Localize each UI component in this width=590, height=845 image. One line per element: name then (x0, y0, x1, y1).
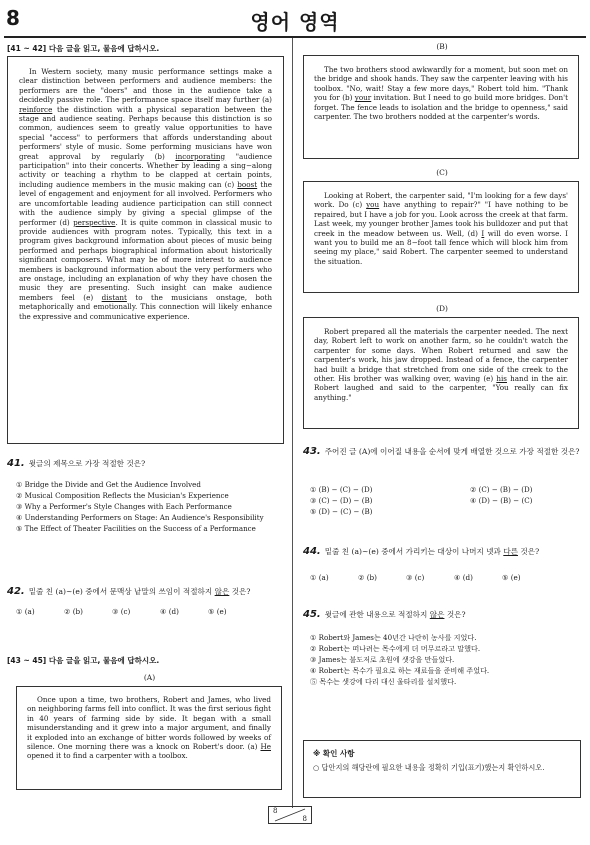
passage-box-41-42 (7, 56, 284, 444)
option-3[interactable]: ③ James는 불도저로 초원에 샛강을 만들었다. (310, 655, 455, 664)
underlined-word: you (366, 200, 380, 210)
option-3[interactable]: ③ (c) (406, 573, 425, 582)
option-1[interactable]: ① (B) − (C) − (D) (310, 485, 373, 494)
question-number: 44. (303, 546, 321, 557)
question-text: 밑줄 친 (a)~(e) 중에서 가리키는 대상이 나머지 넷과 (324, 547, 504, 556)
option-3[interactable]: ③ (c) (112, 607, 131, 616)
underlined-word: his (496, 374, 507, 384)
notice-text: ○ 답안지의 해당란에 필요한 내용을 정확히 기입(표기)했는지 확인하시오. (313, 763, 545, 772)
question-emphasis: 않은 (214, 587, 230, 596)
option-2[interactable]: ② Robert는 떠나려는 목수에게 더 머무르라고 말했다. (310, 644, 481, 653)
option-4[interactable]: ④ Understanding Performers on Stage: An Audience's Responsibility (16, 513, 264, 522)
section-heading-41-42: [41 ~ 42] 다음 글을 읽고, 물음에 답하시오. (7, 44, 160, 53)
question-number: 45. (303, 609, 321, 620)
options-45 (310, 632, 580, 687)
option-3[interactable]: ③ (C) − (D) − (B) (310, 496, 373, 505)
page-number: 8 (6, 6, 20, 30)
question-number: 42. (7, 586, 25, 597)
passage-text-A: Once upon a time, two brothers, Robert and James, who lived on neighboring farms fell into conflict. It was the first serious fight in 40 years of farming side by side. It began with a small misunderstanding and it grew into a major argument, and finally it exploded into an exchange of bitter words followed by weeks of silence. One morning there was a knock on Robert's door. (a) He opened it to find a carpenter with a toolbox. (27, 695, 271, 761)
option-4[interactable]: ④ (d) (160, 607, 179, 616)
underlined-word: perspective (73, 217, 116, 227)
underlined-word: distant (101, 292, 127, 302)
question-43 (303, 447, 581, 457)
option-2[interactable]: ② (C) − (B) − (D) (470, 485, 533, 494)
notice-box (303, 740, 581, 798)
question-emphasis: 다른 (503, 547, 518, 556)
label-A: (A) (143, 673, 156, 682)
label-C: (C) (436, 168, 448, 177)
question-text: 밑줄 친 (a)~(e) 중에서 문맥상 낱말의 쓰임이 적절하지 (28, 587, 215, 596)
question-42 (7, 587, 250, 597)
passage-text-B: The two brothers stood awkwardly for a moment, but soon met on the bridge and shook hands. They saw the carpenter leaving with his toolbox. "No, wait! Stay a few more days," Robert told him. "Thank you for (b) your invitation. But I need to go build more bridges. Don't forget. The fence leads to isolation and the bridge to openness," said carpenter. The two brothers nodded at the carpenter's words. (314, 65, 568, 122)
options-43 (310, 484, 590, 517)
option-1[interactable]: ① Robert와 James는 40년간 나란히 농사를 지었다. (310, 633, 477, 642)
underlined-word: incorporating (175, 151, 226, 161)
question-number: 43. (303, 446, 321, 457)
passage-box-A (16, 686, 282, 790)
underlined-word: your (354, 93, 372, 103)
options-41 (16, 479, 288, 534)
passage-box-C (303, 181, 579, 293)
option-1[interactable]: ① (a) (310, 573, 329, 582)
option-3[interactable]: ③ Why a Performer's Style Changes with Each Performance (16, 502, 232, 511)
option-5[interactable]: ⑤ (D) − (C) − (B) (310, 507, 373, 516)
options-44 (310, 573, 550, 582)
notice-title: ※ 확인 사항 (313, 749, 355, 758)
passage-text-C: Looking at Robert, the carpenter said, "I'm looking for a few days' work. Do (c) you have anything to repair?" "I have nothing to be repaired, but I have a job for you. Look across the creek at that farm. Last week, my younger brother James took his bulldozer and put that creek in the meadow between us. Well, (d) I will do even worse. I want you to build me an 8−foot tall fence which will block him from seeing my place," said Robert. The carpenter seemed to understand the situation. (314, 191, 568, 266)
page-current: 8 (273, 807, 278, 815)
option-2[interactable]: ② (b) (358, 573, 377, 582)
option-2[interactable]: ② (b) (64, 607, 83, 616)
column-divider (292, 38, 293, 808)
question-emphasis: 않은 (429, 610, 445, 619)
passage-box-D (303, 317, 579, 429)
option-5[interactable]: ⑤ (e) (208, 607, 227, 616)
passage-text: In Western society, many music performance settings make a clear distinction between performers and audience members: the performers are the "doers" and those in the audience take a decidedly passive role. The performance space itself may further (a) reinforce the distinction with a physical separation between the stage and audience seating. Perhaps because this distinction is so common, audiences seem to greatly value opportunities to have special "access" to performers that affords understanding about performers' style of music. Some performing musicians have won great approval by regularly (b) incorporating "audience participation" into their concerts. Whether by leading a sing−along activity or teaching a rhythm to be clapped at certain points, including audience members in the music making can (c) boost the level of engagement and enjoyment for all involved. Performers who are uncomfortable leading audience participation can still connect with the audience simply by giving a special glimpse of the performer (d) perspective. It is quite common in classical music to provide audiences with program notes. Typically, this text in a program gives background information about pieces of music being performed and perhaps biographical information about historically significant composers. What may be of more interest to audience members is background information about the very performers who are onstage, including an explanation of why they have chosen the music they are presenting. Such insight can make audience members feel (e) distant to the musicians onstage, both metaphorically and emotionally. This connection will likely enhance the expressive and communicative experience. (19, 67, 273, 321)
option-4[interactable]: ④ Robert는 목수가 필요로 하는 재료들을 준비해 주었다. (310, 666, 490, 675)
question-text: 윗글의 제목으로 가장 적절한 것은? (28, 459, 146, 468)
underlined-word: reinforce (19, 104, 53, 114)
passage-box-B (303, 55, 579, 159)
question-text-end: 것은? (517, 547, 540, 556)
question-number: 41. (7, 458, 25, 469)
question-41 (7, 459, 145, 469)
label-D: (D) (436, 304, 448, 313)
passage-text-D: Robert prepared all the materials the carpenter needed. The next day, Robert left to work on another farm, so he couldn't watch the carpenter for some days. When Robert returned and saw the carpenter's work, his jaw dropped. Instead of a fence, the carpenter had built a bridge that stretched from one side of the creek to the other. His brother was walking over, waving (e) his hand in the air. Robert laughed and said to the carpenter, "You really can fix anything." (314, 327, 568, 402)
options-42 (16, 607, 256, 616)
underlined-word: boost (237, 179, 258, 189)
label-B: (B) (436, 42, 448, 51)
header-rule (4, 36, 586, 38)
underlined-word: He (260, 742, 271, 752)
question-text-end: 것은? (444, 610, 466, 619)
option-1[interactable]: ① Bridge the Divide and Get the Audience Involved (16, 480, 201, 489)
question-text: 주어진 글 (A)에 이어질 내용을 순서에 맞게 배열한 것으로 가장 적절한 것은? (324, 447, 580, 456)
option-5[interactable]: ⑤ (e) (502, 573, 521, 582)
option-4[interactable]: ④ (D) − (B) − (C) (470, 496, 533, 505)
option-5[interactable]: ⑤ 목수는 샛강에 다리 대신 울타리를 설치했다. (310, 677, 457, 686)
page-indicator (268, 806, 312, 824)
question-text-end: 것은? (229, 587, 251, 596)
page-total: 8 (302, 815, 307, 823)
option-4[interactable]: ④ (d) (454, 573, 473, 582)
option-2[interactable]: ② Musical Composition Reflects the Musician's Experience (16, 491, 229, 500)
page-title: 영어 영역 (250, 10, 340, 34)
question-44 (303, 547, 539, 557)
option-1[interactable]: ① (a) (16, 607, 35, 616)
option-5[interactable]: ⑤ The Effect of Theater Facilities on the Success of a Performance (16, 524, 256, 533)
section-heading-43-45: [43 ~ 45] 다음 글을 읽고, 물음에 답하시오. (7, 656, 160, 665)
underlined-word: I (481, 228, 485, 238)
question-text: 윗글에 관한 내용으로 적절하지 (324, 610, 430, 619)
question-45 (303, 610, 466, 620)
